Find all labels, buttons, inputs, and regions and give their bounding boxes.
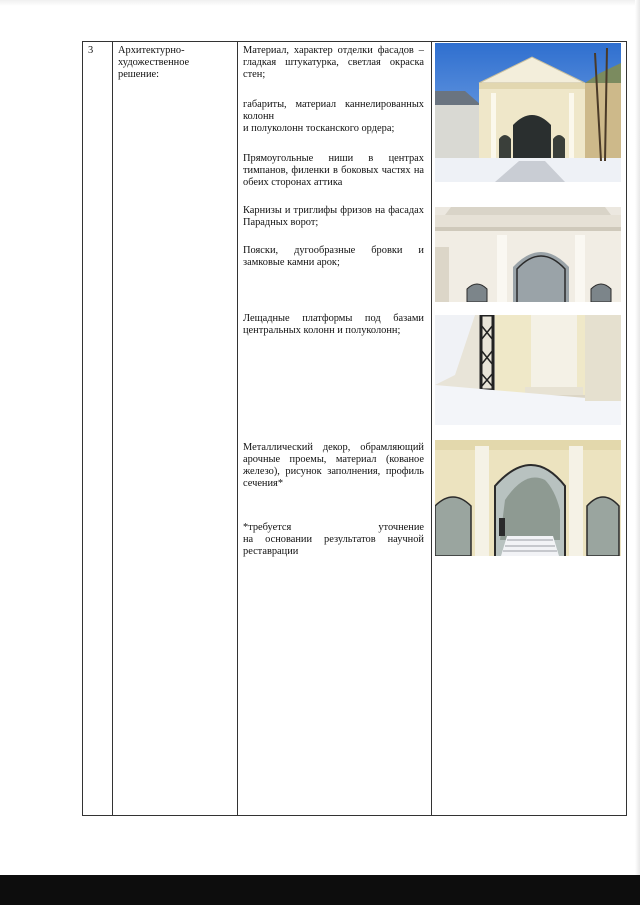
footnote-continuation-text: на основании результатов научной реставрации: [243, 534, 424, 557]
facade-finish-text: Материал, характер отделки фасадов – гладкая штукатурка, светлая окраска стен;: [243, 45, 424, 80]
arches-text: Пояски, дугообразные бровки и замковые камни арок;: [243, 245, 424, 268]
row-description-cell: [238, 42, 432, 816]
footnote-text: *требуется уточнение: [243, 522, 424, 533]
monument-features-table: [82, 41, 627, 816]
columns-order-text: и полуколонн тосканского ордера;: [243, 123, 395, 134]
cornices-text: Карнизы и триглифы фризов на фасадах Парадных ворот;: [243, 205, 424, 228]
scan-right-shadow: [635, 0, 640, 875]
platforms-text: Лещадные платформы под базами центральных колонн и полуколонн;: [243, 313, 424, 336]
scan-top-shadow: [0, 0, 640, 6]
niches-text: Прямоугольные ниши в центрах тимпанов, филенки в боковых частях на обеих сторонах аттика: [243, 153, 424, 188]
column-base-photo: [435, 315, 621, 425]
columns-dimensions-text: габариты, материал каннелированных колонн: [243, 99, 424, 122]
row-number-cell: [83, 42, 113, 816]
metal-decor-text: Металлический декор, обрамляющий арочные проемы, материал (кованое железо), рисунок заполнения, профиль сечения*: [243, 442, 424, 489]
row-photos-cell: [432, 42, 627, 816]
row-number: 3: [88, 45, 94, 56]
wrought-iron-arch-photo: [435, 440, 621, 556]
gate-facade-photo: [435, 43, 621, 182]
row-name: Архитектурно-художественное решение:: [118, 45, 190, 80]
scan-bottom-edge: [0, 875, 640, 905]
row-name-cell: [113, 42, 238, 816]
table-row: [83, 42, 627, 816]
cornice-arches-photo: [435, 207, 621, 302]
